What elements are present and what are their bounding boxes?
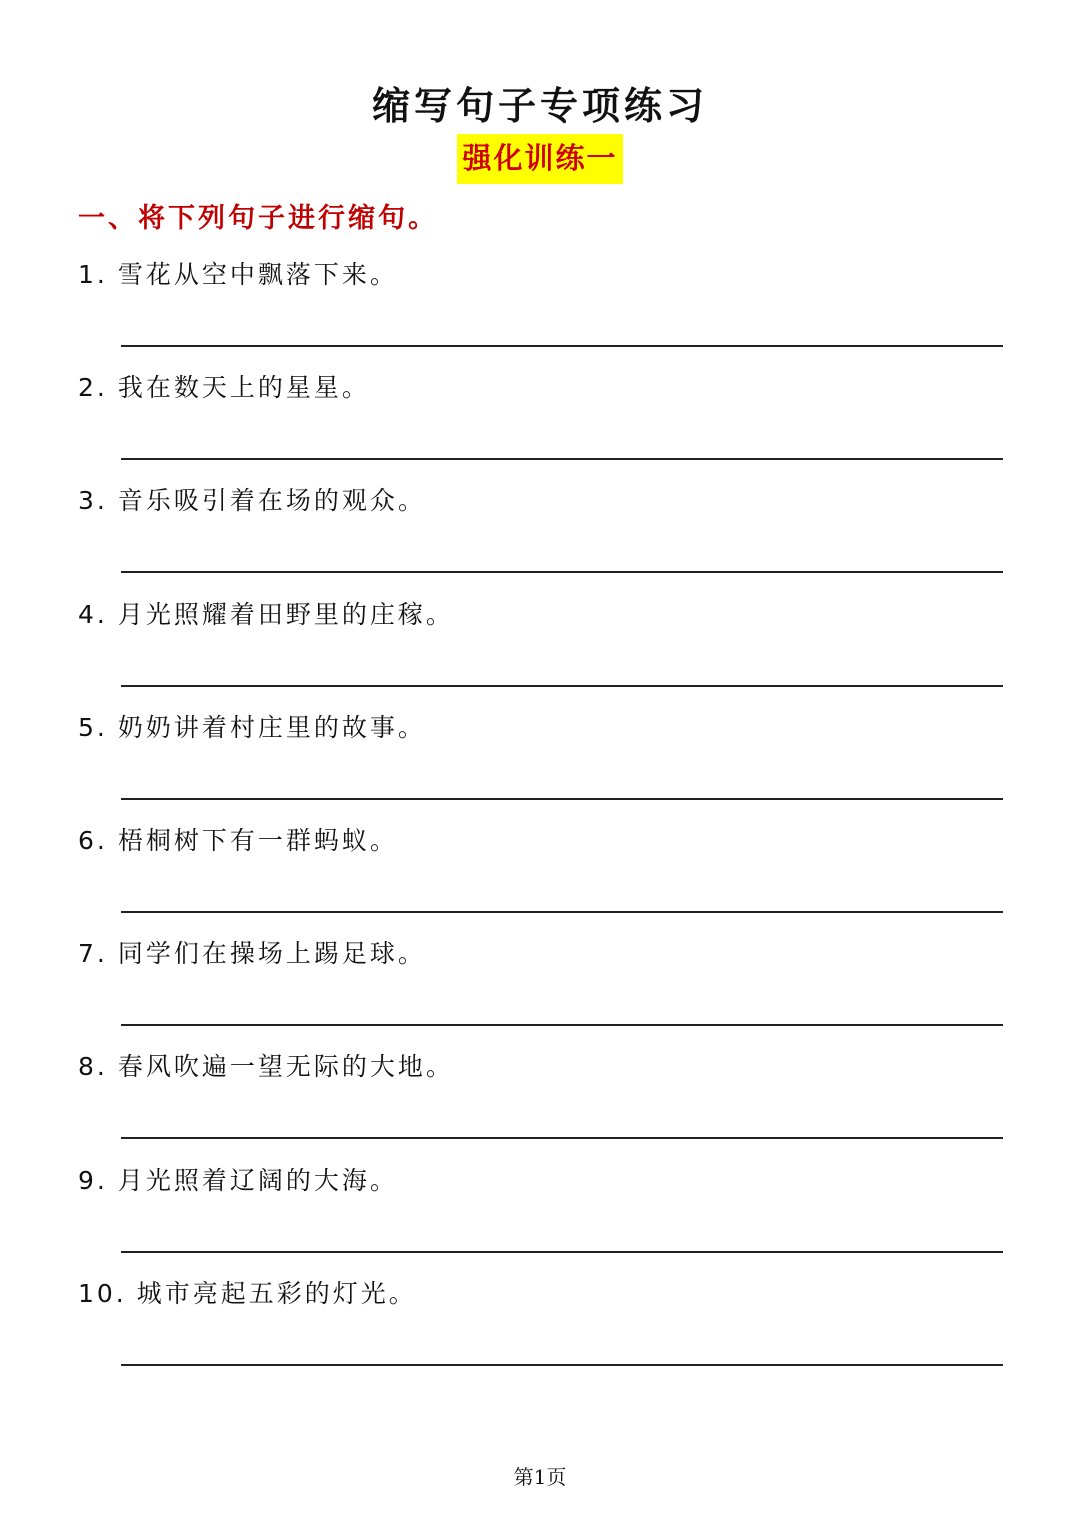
question-sentence: 我在数天上的星星。: [117, 373, 370, 403]
question-text: [78, 368, 370, 408]
page-number: 第1页: [513, 1465, 567, 1489]
answer-line[interactable]: [121, 798, 1003, 800]
question-number: 9.: [78, 1165, 108, 1195]
question-item-6: [78, 821, 1003, 934]
page-title: 缩写句子专项练习: [371, 84, 708, 128]
question-item-10: [78, 1274, 1003, 1387]
question-sentence: 月光照耀着田野里的庄稼。: [117, 599, 454, 629]
answer-line[interactable]: [121, 911, 1003, 913]
question-sentence: 音乐吸引着在场的观众。: [117, 486, 426, 516]
question-number: 3.: [78, 486, 108, 516]
question-sentence: 奶奶讲着村庄里的故事。: [117, 712, 426, 742]
question-item-5: [78, 708, 1003, 821]
answer-line[interactable]: [121, 1364, 1003, 1366]
question-number: 2.: [78, 373, 108, 403]
question-item-2: [78, 368, 1003, 481]
answer-line[interactable]: [121, 1137, 1003, 1139]
section-heading: 一、将下列句子进行缩句。: [78, 203, 438, 234]
question-sentence: 春风吹遍一望无际的大地。: [117, 1052, 454, 1082]
question-item-4: [78, 595, 1003, 708]
question-sentence: 梧桐树下有一群蚂蚁。: [117, 825, 398, 855]
answer-line[interactable]: [121, 571, 1003, 573]
question-number: 8.: [78, 1052, 108, 1082]
answer-line[interactable]: [121, 345, 1003, 347]
question-number: 10.: [78, 1278, 127, 1308]
question-number: 6.: [78, 825, 108, 855]
question-sentence: 同学们在操场上踢足球。: [117, 939, 426, 969]
question-number: 7.: [78, 939, 108, 969]
question-number: 1.: [78, 260, 108, 289]
subtitle-highlight: 强化训练一: [457, 134, 622, 184]
answer-line[interactable]: [121, 685, 1003, 687]
answer-line[interactable]: [121, 1024, 1003, 1026]
subtitle-wrapper: [0, 134, 1080, 184]
question-text: [78, 1274, 417, 1314]
question-text: [78, 481, 426, 521]
answer-line[interactable]: [121, 458, 1003, 460]
question-text: [78, 821, 398, 861]
question-text: [78, 595, 454, 635]
question-text: [78, 1161, 398, 1201]
answer-line[interactable]: [121, 1251, 1003, 1253]
question-text: [78, 255, 398, 295]
question-item-8: [78, 1047, 1003, 1160]
question-text: [78, 934, 426, 974]
question-number: 5.: [78, 712, 108, 742]
question-item-9: [78, 1161, 1003, 1274]
question-list: [78, 255, 1003, 1387]
question-item-3: [78, 481, 1003, 594]
question-number: 4.: [78, 599, 108, 629]
question-text: [78, 708, 426, 748]
question-sentence: 城市亮起五彩的灯光。: [136, 1278, 417, 1308]
question-sentence: 月光照着辽阔的大海。: [117, 1165, 398, 1195]
question-item-7: [78, 934, 1003, 1047]
question-text: [78, 1047, 454, 1087]
question-item-1: [78, 255, 1003, 368]
question-sentence: 雪花从空中飘落下来。: [117, 260, 398, 289]
